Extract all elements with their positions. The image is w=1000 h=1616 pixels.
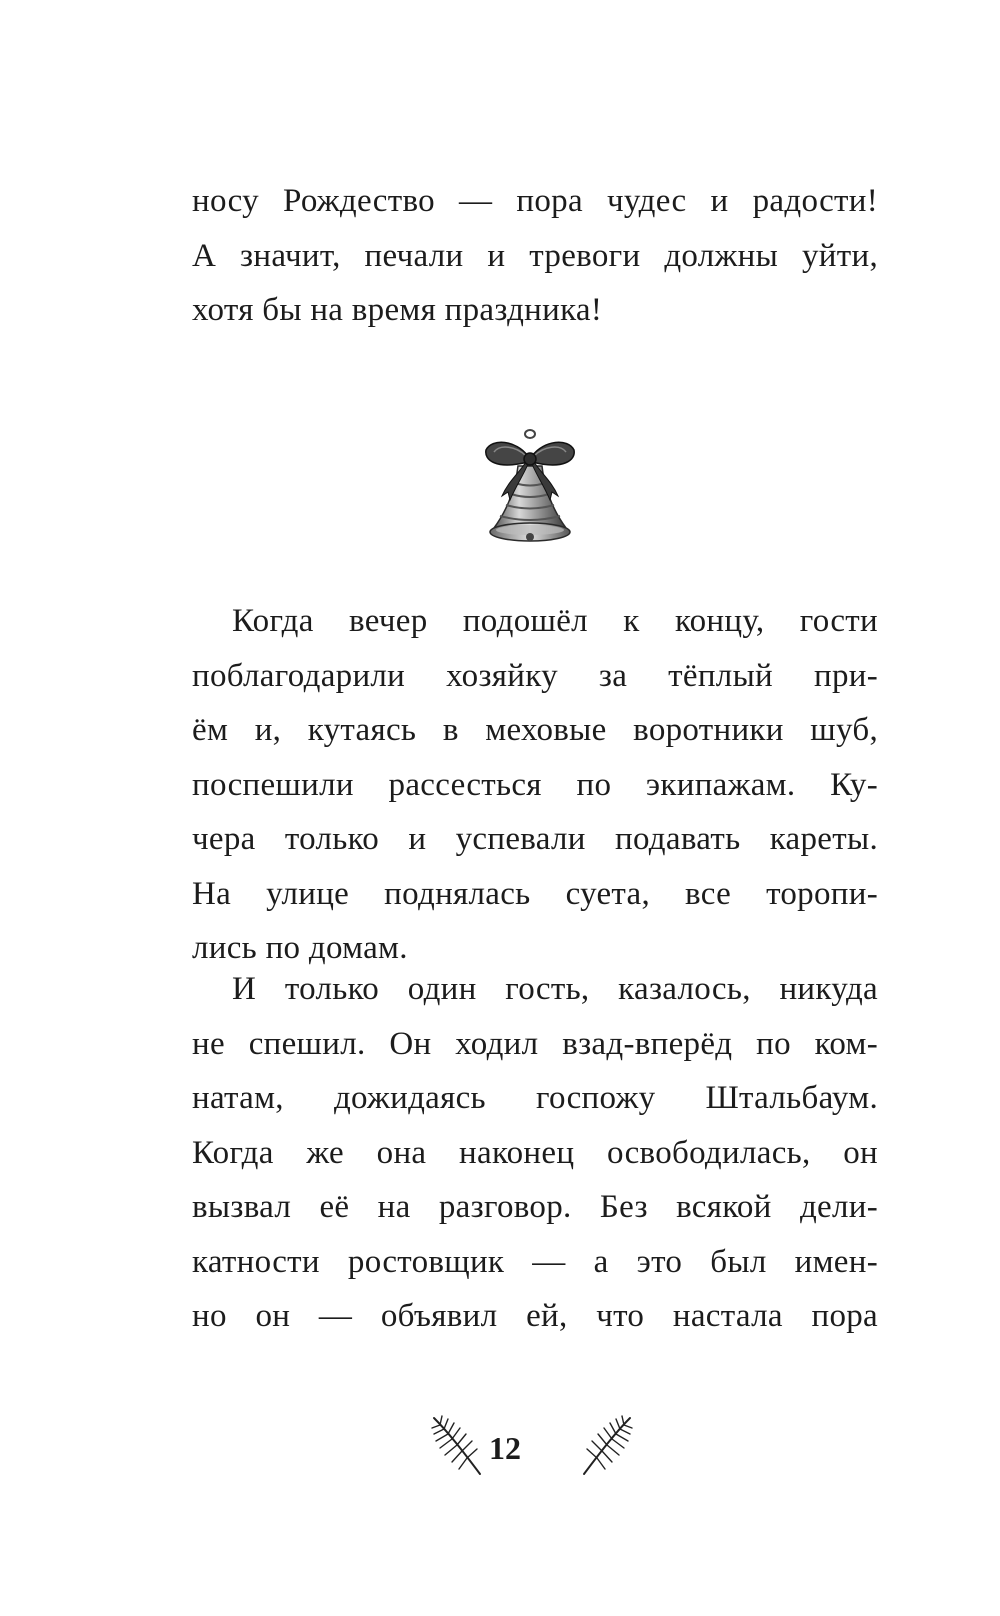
text-line: На улице поднялась суета, все торопи-	[192, 875, 878, 912]
text-line: лись по домам.	[192, 930, 408, 966]
text-line: не спешил. Он ходил взад-вперёд по ком-	[192, 1025, 878, 1062]
top-paragraph	[192, 174, 878, 338]
text-line: поспешили рассесться по экипажам. Ку-	[192, 766, 878, 803]
paragraph	[192, 594, 878, 976]
text-line: хотя бы на время праздника!	[192, 292, 603, 328]
paragraph	[192, 962, 878, 1344]
text-line: ём и, кутаясь в меховые воротники шуб,	[192, 712, 878, 748]
bell-with-bow-icon	[482, 428, 578, 552]
text-line: катности ростовщик — а это был имен-	[192, 1243, 878, 1280]
text-line: носу Рождество — пора чудес и радости!	[192, 183, 878, 219]
text-line: натам, дожидаясь госпожу Штальбаум.	[192, 1080, 878, 1116]
text-line: Когда вечер подошёл к концу, гости	[232, 603, 878, 639]
text-line: но он — объявил ей, что настала пора	[192, 1298, 878, 1334]
page-footer	[0, 1410, 1000, 1490]
text-line: Когда же она наконец освободилась, он	[192, 1134, 878, 1171]
page-number: 12	[489, 1430, 521, 1466]
text-line: поблагодарили хозяйку за тёплый при-	[192, 657, 878, 694]
text-line: чера только и успевали подавать кареты.	[192, 821, 878, 857]
text-line: И только один гость, казалось, никуда	[232, 971, 878, 1007]
text-line: вызвал её на разговор. Без всякой дели-	[192, 1189, 878, 1225]
pine-sprig-icon	[578, 1414, 634, 1478]
text-line: А значит, печали и тревоги должны уйти,	[192, 237, 878, 274]
